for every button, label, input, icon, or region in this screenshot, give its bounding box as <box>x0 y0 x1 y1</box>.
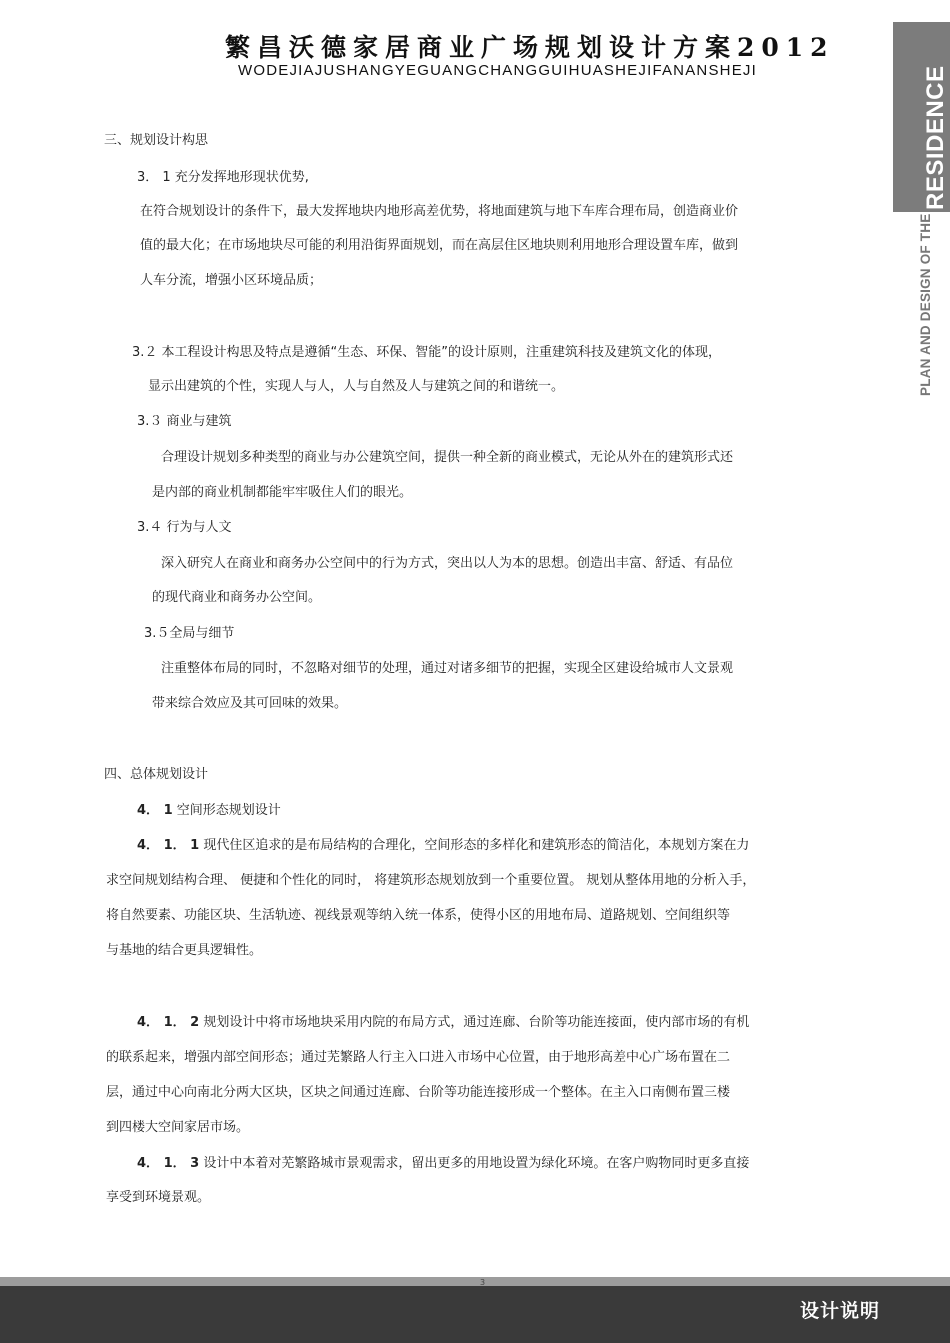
paragraph-line: 带来综合效应及其可回味的效果。 <box>152 696 348 711</box>
paragraph-line: 的联系起来，增强内部空间形态；通过芜繁路人行主入口进入市场中心位置，由于地形高差中心广场布置在二 <box>106 1050 731 1065</box>
paragraph-line: 注重整体布局的同时，不忽略对细节的处理，通过对诸多细节的把握，实现全区建设给城市人文景观 <box>161 661 734 676</box>
subsection-number: 4． 1． 3 <box>137 1156 200 1171</box>
paragraph-line: 人车分流，增强小区环境品质； <box>140 273 323 288</box>
paragraph-line: 到四楼大空间家居市场。 <box>106 1120 250 1135</box>
subsection-title-4-1 <box>137 802 281 820</box>
paragraph-text: 规划设计中将市场地块采用内院的布局方式，通过连廊、台阶等功能连接面，使内部市场的有机 <box>203 1015 750 1030</box>
paragraph-line: 的现代商业和商务办公空间。 <box>152 590 322 605</box>
paragraph-text: 现代住区追求的是布局结构的合理化，空间形态的多样化和建筑形态的简洁化，本规划方案在力 <box>203 838 750 853</box>
paragraph-line-4-1-2 <box>137 1014 749 1032</box>
subsection-number: 4． 1 <box>137 803 173 818</box>
side-banner-tagline: PLAN AND DESIGN OF THE <box>918 213 933 396</box>
section-heading-4: 四、总体规划设计 <box>104 767 209 782</box>
paragraph-line: 与基地的结合更具逻辑性。 <box>106 943 263 958</box>
document-title: 繁昌沃德家居商业广场规划设计方案2012 <box>225 33 835 62</box>
side-banner-residence: RESIDENCE <box>922 65 949 210</box>
footer-stripe <box>0 1277 950 1286</box>
paragraph-line: 享受到环境景观。 <box>106 1190 211 1205</box>
paragraph-line: 值的最大化；在市场地块尽可能的利用沿街界面规划，而在高层住区地块则利用地形合理设置车库，做到 <box>140 238 739 253</box>
paragraph-line: 将自然要素、功能区块、生活轨迹、视线景观等纳入统一体系，使得小区的用地布局、道路规划、空间组织等 <box>106 908 731 923</box>
subsection-title-text: 空间形态规划设计 <box>176 803 281 818</box>
paragraph-line: 合理设计规划多种类型的商业与办公建筑空间，提供一种全新的商业模式，无论从外在的建筑形式还 <box>161 450 734 465</box>
subsection-title-3-1: 3． 1 充分发挥地形现状优势, <box>137 170 309 185</box>
subsection-title-3-3: 3.３ 商业与建筑 <box>137 414 232 429</box>
page-number: 3 <box>480 1278 486 1287</box>
subsection-3-2-line: 3.２ 本工程设计构思及特点是遵循“生态、环保、智能”的设计原则，注重建筑科技及建筑文化的体现， <box>132 345 722 360</box>
paragraph-line: 显示出建筑的个性，实现人与人，人与自然及人与建筑之间的和谐统一。 <box>148 379 565 394</box>
paragraph-line: 求空间规划结构合理、 便捷和个性化的同时， 将建筑形态规划放到一个重要位置。 规划从整体用地的分析入手， <box>106 873 756 888</box>
footer-section-label: 设计说明 <box>800 1300 881 1322</box>
paragraph-text: 设计中本着对芜繁路城市景观需求，留出更多的用地设置为绿化环境。在客户购物同时更多直接 <box>203 1156 750 1171</box>
subsection-title-3-4: 3.４ 行为与人文 <box>137 520 232 535</box>
subsection-number: 4． 1． 1 <box>137 838 200 853</box>
paragraph-line-4-1-3 <box>137 1155 749 1173</box>
paragraph-line: 层，通过中心向南北分两大区块，区块之间通过连廊、台阶等功能连接形成一个整体。在主入口南侧布置三楼 <box>106 1085 731 1100</box>
paragraph-line: 深入研究人在商业和商务办公空间中的行为方式，突出以人为本的思想。创造出丰富、舒适、有品位 <box>161 556 734 571</box>
document-title-pinyin: WODEJIAJUSHANGYEGUANGCHANGGUIHUASHEJIFANANSHEJI <box>238 62 757 79</box>
paragraph-line: 在符合规划设计的条件下，最大发挥地块内地形高差优势，将地面建筑与地下车库合理布局，创造商业价 <box>140 204 739 219</box>
subsection-number: 4． 1． 2 <box>137 1015 200 1030</box>
paragraph-line-4-1-1 <box>137 837 749 855</box>
section-heading-3: 三、规划设计构思 <box>104 133 209 148</box>
subsection-title-3-5: 3.５全局与细节 <box>144 626 235 641</box>
paragraph-line: 是内部的商业机制都能牢牢吸住人们的眼光。 <box>152 485 413 500</box>
